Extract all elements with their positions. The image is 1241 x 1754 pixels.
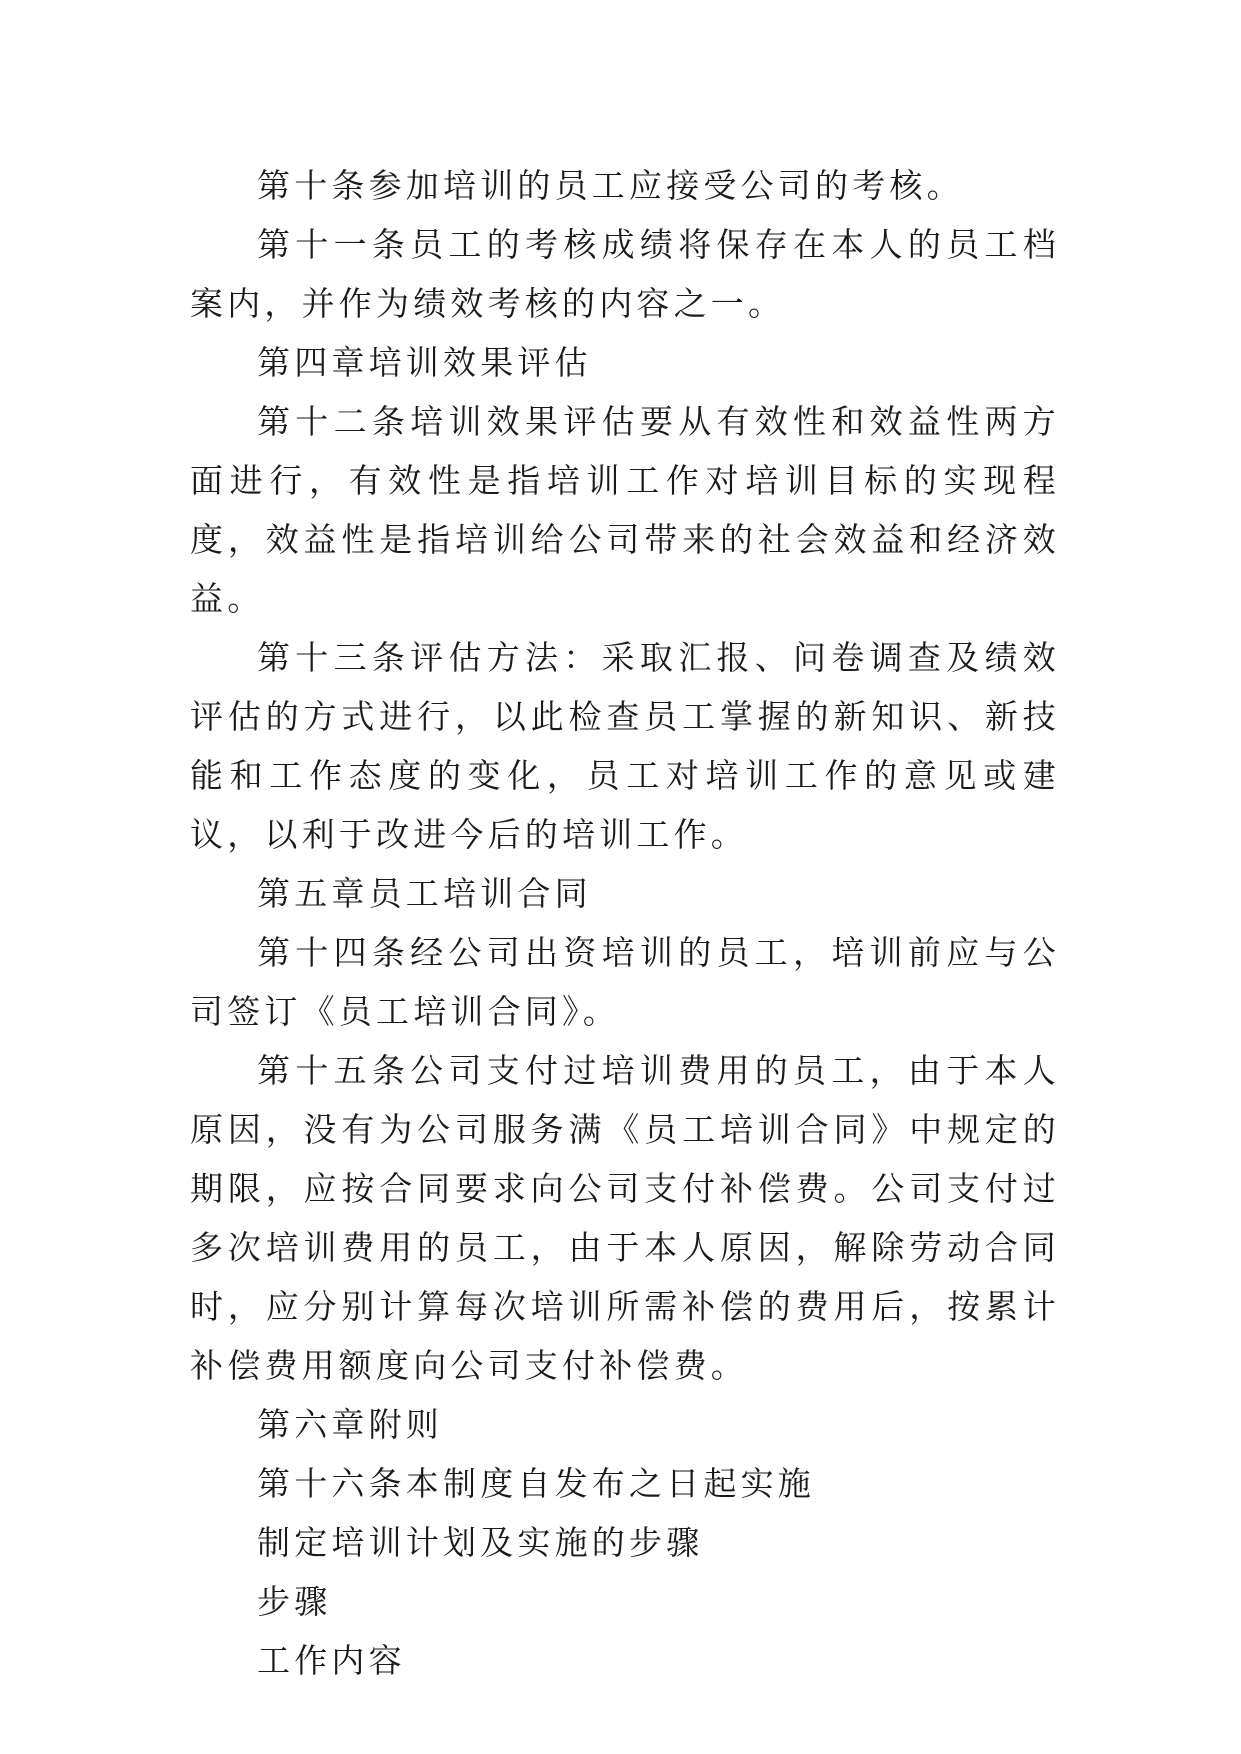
training-plan-heading: 制定培训计划及实施的步骤 [257,1523,704,1562]
article-16-paragraph: 第十六条本制度自发布之日起实施 [257,1464,815,1503]
work-content-label: 工作内容 [257,1641,406,1680]
chapter-6-heading: 第六章附则 [257,1405,443,1444]
article-14-paragraph: 第十四条经公司出资培训的员工，培训前应与公司签订《员工培训合同》。 [190,933,1060,1031]
article-10-paragraph: 第十条参加培训的员工应接受公司的考核。 [257,166,964,205]
article-12-paragraph: 第十二条培训效果评估要从有效性和效益性两方面进行，有效性是指培训工作对培训目标的实现程度，效益性是指培训给公司带来的社会效益和经济效益。 [190,402,1060,618]
steps-label: 步骤 [257,1582,332,1621]
chapter-4-heading: 第四章培训效果评估 [257,343,592,382]
article-11-paragraph: 第十一条员工的考核成绩将保存在本人的员工档案内，并作为绩效考核的内容之一。 [190,225,1060,323]
article-15-paragraph: 第十五条公司支付过培训费用的员工，由于本人原因，没有为公司服务满《员工培训合同》中规定的期限，应按合同要求向公司支付补偿费。公司支付过多次培训费用的员工，由于本人原因，解除劳动合同时，应分别计算每次培训所需补偿的费用后，按累计补偿费用额度向公司支付补偿费。 [190,1051,1060,1385]
article-13-paragraph: 第十三条评估方法：采取汇报、问卷调查及绩效评估的方式进行，以此检查员工掌握的新知识、新技能和工作态度的变化，员工对培训工作的意见或建议，以利于改进今后的培训工作。 [190,638,1060,854]
chapter-5-heading: 第五章员工培训合同 [257,874,592,913]
document-body [190,156,1060,1690]
